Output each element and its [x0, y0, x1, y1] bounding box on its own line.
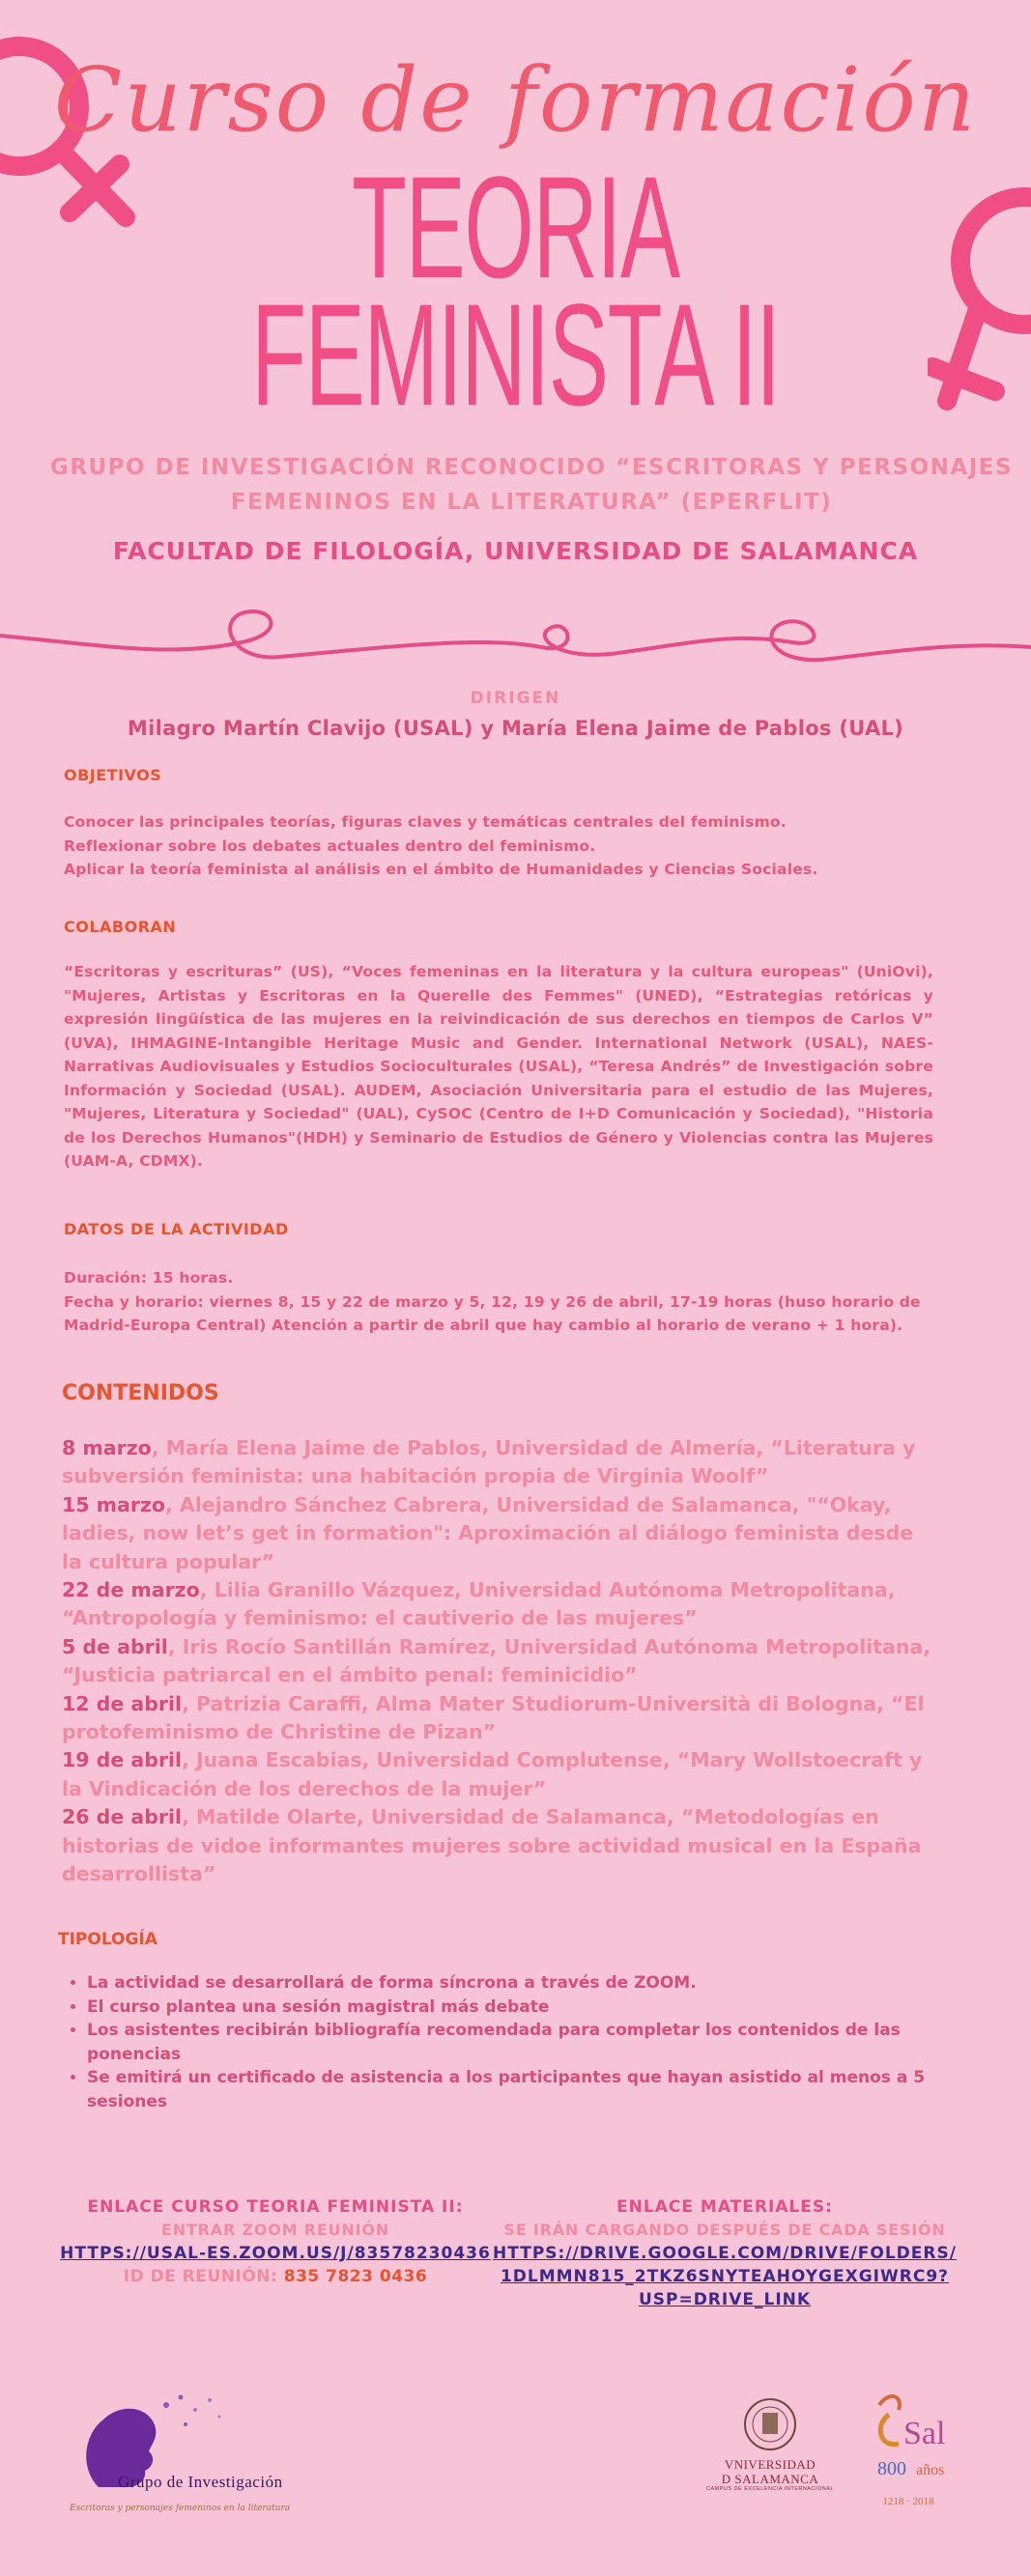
- main-title-line2: FEMINISTA II: [251, 273, 780, 436]
- usal-name-line2: D SALAMANCA: [721, 2472, 819, 2486]
- group-heading-line1: GRUPO DE INVESTIGACIÓN RECONOCIDO “ESCRITORAS Y PERSONAJES: [49, 455, 1014, 480]
- usal-seal-icon: [741, 2395, 799, 2453]
- session-text: , María Elena Jaime de Pablos, Universidad de Almería, “Literatura y subversión feminista: una habitación propia de Virginia Woolf”: [62, 1436, 916, 1488]
- dirigen-names: Milagro Martín Clavijo (USAL) y María Elena Jaime de Pablos (UAL): [127, 717, 904, 740]
- session-date: 22 de marzo: [62, 1578, 200, 1602]
- session-text: , Matilde Olarte, Universidad de Salamanca, “Metodologías en historias de vidoe informantes mujeres sobre actividad musical en la España desarrollista”: [62, 1805, 922, 1886]
- usal-logo: [698, 2395, 843, 2511]
- meeting-id-label: ID DE REUNIÓN:: [123, 2267, 278, 2286]
- session-date: 8 marzo: [62, 1436, 152, 1459]
- materials-link-line1[interactable]: HTTPS://DRIVE.GOOGLE.COM/DRIVE/FOLDERS/: [493, 2244, 957, 2263]
- session-date: 26 de abril: [62, 1805, 183, 1829]
- session-item: [62, 1434, 931, 1491]
- zoom-heading: ENLACE CURSO TEORIA FEMINISTA II:: [87, 2197, 464, 2217]
- usal-800-emblem-icon: [860, 2386, 957, 2492]
- main-title-line1: TEORIA: [352, 146, 679, 308]
- tipologia-item: • La actividad se desarrollará de forma síncrona a través de ZOOM.: [87, 1971, 976, 1996]
- group-logo-text: Grupo de Investigación: [118, 2473, 283, 2491]
- zoom-link[interactable]: HTTPS://USAL-ES.ZOOM.US/J/83578230436: [60, 2244, 491, 2263]
- group-logo-subtext: Escritoras y personajes femeninos en la literatura: [70, 2504, 291, 2513]
- materials-subheading: SE IRÁN CARGANDO DESPUÉS DE CADA SESIÓN: [503, 2221, 946, 2239]
- female-symbol-icon-right: [928, 174, 1031, 415]
- meeting-id-value: 835 7823 0436: [283, 2267, 428, 2286]
- session-text: , Juana Escabias, Universidad Complutense, “Mary Wollstoecraft y la Vindicación de los derechos de la mujer”: [62, 1748, 923, 1800]
- session-text: , Lilia Granillo Vázquez, Universidad Autónoma Metropolitana, “Antropología y feminismo: el cautiverio de las mujeres”: [62, 1578, 896, 1630]
- session-item: [62, 1803, 931, 1888]
- faculty-heading: FACULTAD DE FILOLOGÍA, UNIVERSIDAD DE SALAMANCA: [112, 537, 919, 565]
- swirl-divider: [0, 589, 1031, 676]
- datos-heading: DATOS DE LA ACTIVIDAD: [64, 1220, 289, 1238]
- tipologia-heading: TIPOLOGÍA: [58, 1930, 158, 1949]
- contenidos-heading: CONTENIDOS: [62, 1381, 219, 1405]
- session-date: 19 de abril: [62, 1748, 183, 1772]
- tipologia-item: • Se emitirá un certificado de asistencia a los participantes que hayan asistido al menos a 5 sesiones: [87, 2066, 976, 2113]
- session-item: [62, 1633, 931, 1690]
- session-item: [62, 1576, 931, 1633]
- colaboran-text: “Escritoras y escrituras” (US), “Voces femeninas en la literatura y la cultura europeas" (UniOvi), "Mujeres, Artistas y Escritoras en la Querelle des Femmes" (UNED), “Estrategias retóricas y expresión lingüística de las mujeres en la reivindicación de sus derechos en tiempos de Carlos V” (UVA), IHMAGINE-Intangible Heritage Music and Gender. International Network (USAL), NAES-Narrativas Audiovisuales y Estudios Socioculturales (USAL), “Teresa Andrés” de Investigación sobre Información y Sociedad (USAL). AUDEM, Asociación Universitaria para el estudio de las Mujeres, "Mujeres, Literatura y Sociedad" (UAL), CySOC (Centro de I+D Comunicación y Sociedad), "Historia de los Derechos Humanos"(HDH) y Seminario de Estudios de Género y Violencias contra las Mujeres (UAM-A, CDMX).: [64, 963, 933, 1170]
- session-item: [62, 1491, 931, 1576]
- objetivo-item: Conocer las principales teorías, figuras claves y temáticas centrales del feminismo.: [64, 813, 787, 831]
- session-date: 15 marzo: [62, 1492, 165, 1516]
- session-text: , Iris Rocío Santillán Ramírez, Universidad Autónoma Metropolitana, “Justicia patriarcal en el ámbito penal: feminicidio”: [62, 1634, 931, 1687]
- session-text: , Alejandro Sánchez Cabrera, Universidad de Salamanca, "“Okay, ladies, now let’s get in formation": Aproximación al diálogo feminista desde la cultura popular”: [62, 1492, 914, 1573]
- usal-800-logo: [855, 2386, 961, 2521]
- dirigen-label: DIRIGEN: [470, 689, 561, 708]
- usal-name: [698, 2457, 843, 2486]
- objetivos-text: [64, 810, 933, 882]
- research-group-heading: [48, 450, 1015, 520]
- fecha-text: Fecha y horario: viernes 8, 15 y 22 de marzo y 5, 12, 19 y 26 de abril, 17-19 horas (huso horario de Madrid-Europa Central) Atención a partir de abril que hay cambio al horario de verano + 1 hora).: [64, 1292, 921, 1334]
- materials-link-line2[interactable]: 1DLMMN815_2TKZ6SNYTEAHOYGEXGIWRC9?: [500, 2267, 950, 2286]
- zoom-meeting-id: [43, 2265, 507, 2288]
- datos-text: [64, 1266, 933, 1338]
- tipologia-item: • Los asistentes recibirán bibliografía recomendada para completar los contenidos de las ponencias: [87, 2019, 976, 2066]
- session-item: [62, 1746, 931, 1803]
- colaboran-heading: COLABORAN: [64, 918, 177, 936]
- session-date: 5 de abril: [62, 1634, 168, 1658]
- group-heading-line2: FEMENINOS EN LA LITERATURA” (EPERFLIT): [230, 490, 833, 515]
- objetivo-item: Aplicar la teoría feminista al análisis en el ámbito de Humanidades y Ciencias Sociales.: [64, 861, 818, 878]
- tipologia-item: • El curso plantea una sesión magistral más debate: [87, 1996, 976, 2020]
- usal-subtext: CAMPUS DE EXCELENCIA INTERNACIONAL: [706, 2486, 834, 2492]
- svg-text:años: años: [916, 2462, 945, 2478]
- materials-link-block: [493, 2195, 957, 2311]
- research-group-logo: [60, 2376, 340, 2531]
- session-item: [62, 1690, 931, 1747]
- duracion-text: Duración: 15 horas.: [64, 1269, 234, 1287]
- usal-800-years: 1218 · 2018: [882, 2496, 934, 2507]
- zoom-subheading: ENTRAR ZOOM REUNIÓN: [161, 2221, 389, 2239]
- zoom-link-block: [43, 2195, 507, 2288]
- objetivo-item: Reflexionar sobre los debates actuales dentro del feminismo.: [64, 836, 596, 855]
- materials-heading: ENLACE MATERIALES:: [616, 2197, 833, 2217]
- usal-name-line1: VNIVERSIDAD: [724, 2457, 816, 2472]
- objetivos-heading: OBJETIVOS: [64, 766, 162, 784]
- materials-link-line3[interactable]: USP=DRIVE_LINK: [638, 2290, 812, 2309]
- script-title: Curso de formación: [53, 48, 978, 152]
- tipologia-list: [56, 1971, 976, 2113]
- svg-text:Sal: Sal: [903, 2416, 946, 2451]
- session-text: , Patrizia Caraffi, Alma Mater Studiorum-Università di Bologna, “El protofeminismo de Christine de Pizan”: [62, 1691, 925, 1744]
- contenidos-list: [62, 1434, 931, 1889]
- session-date: 12 de abril: [62, 1691, 183, 1715]
- svg-text:800: 800: [877, 2458, 906, 2479]
